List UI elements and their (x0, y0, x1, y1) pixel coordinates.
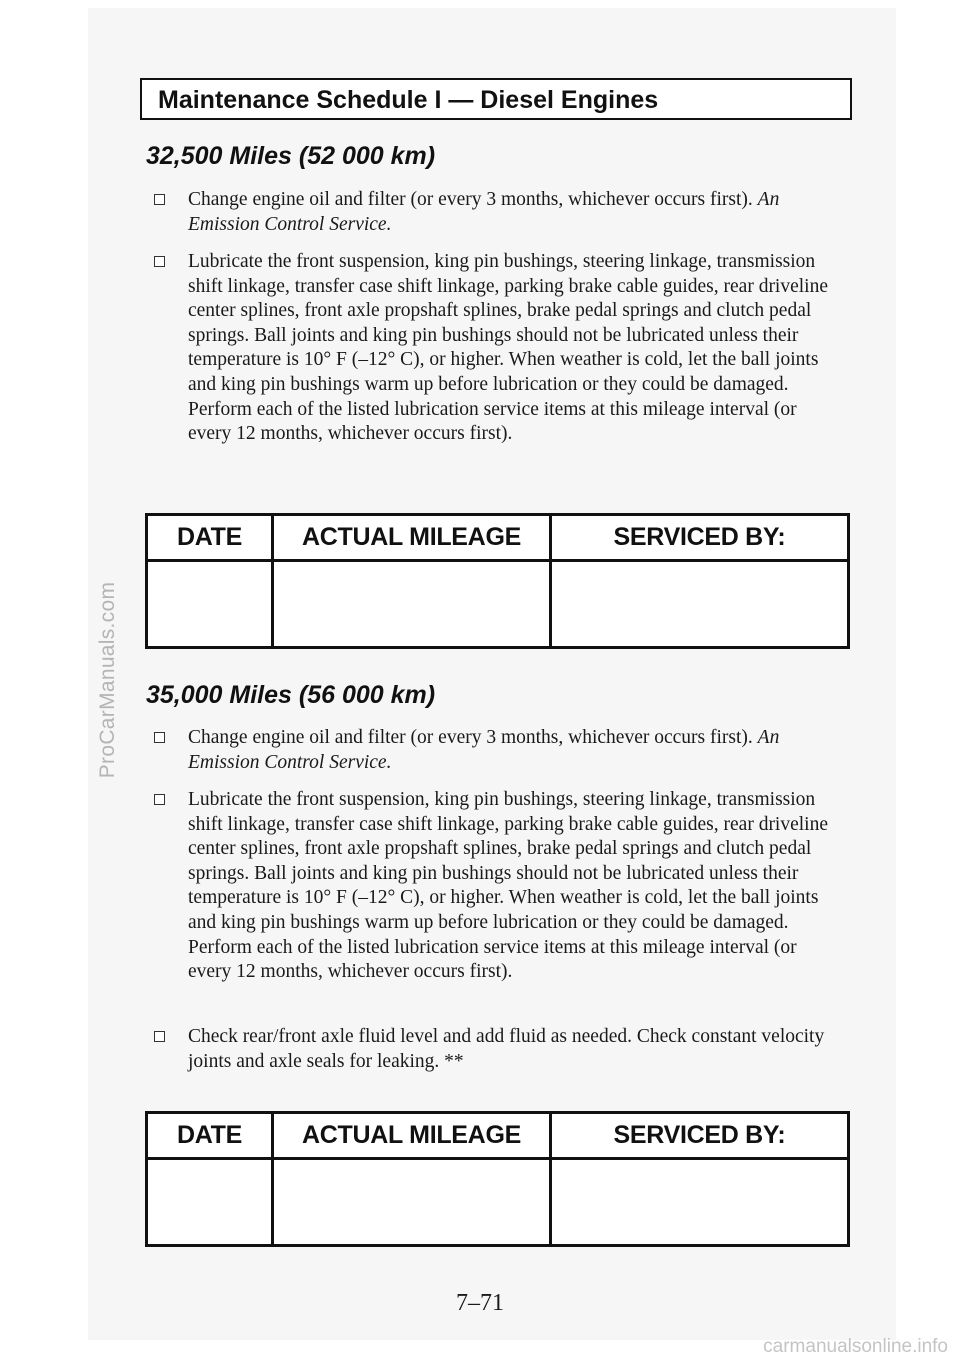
page-number: 7–71 (456, 1290, 504, 1316)
checkbox[interactable] (154, 732, 165, 743)
checklist-item (154, 726, 830, 775)
bottom-watermark: carmanualsonline.info (763, 1336, 948, 1357)
mileage-column-header: ACTUAL MILEAGE (273, 515, 551, 561)
schedule-header (140, 78, 852, 120)
serviced-by-column-header: SERVICED BY: (551, 1113, 849, 1159)
table-row (147, 561, 849, 648)
date-column-header: DATE (147, 1113, 273, 1159)
checkbox[interactable] (154, 1031, 165, 1042)
service-log-table (145, 1111, 850, 1247)
schedule-title: Maintenance Schedule I — Diesel Engines (158, 86, 659, 114)
date-cell[interactable] (147, 1159, 273, 1246)
item-text: Lubricate the front suspension, king pin bushings, steering linkage, transmission shift linkage, transfer case shift linkage, parking brake cable guides, rear driveline center splines, front axle propshaft splines, brake pedal springs and clutch pedal springs. Ball joints and king pin bushings should not be lubricated unless their temperature is 10° F (–12° C), or higher. When weather is cold, let the ball joints and king pin bushings warm up before lubrication or they could be damaged. Perform each of the listed lubrication service items at this mileage interval (or every 12 months, whichever occurs first). (188, 789, 828, 983)
checkbox[interactable] (154, 794, 165, 805)
serviced-by-column-header: SERVICED BY: (551, 515, 849, 561)
item-text: Lubricate the front suspension, king pin bushings, steering linkage, transmission shift linkage, transfer case shift linkage, parking brake cable guides, rear driveline center splines, front axle propshaft splines, brake pedal springs and clutch pedal springs. Ball joints and king pin bushings should not be lubricated unless their temperature is 10° F (–12° C), or higher. When weather is cold, let the ball joints and king pin bushings warm up before lubrication or they could be damaged. Perform each of the listed lubrication service items at this mileage interval (or every 12 months, whichever occurs first). (188, 251, 828, 445)
date-column-header: DATE (147, 515, 273, 561)
checklist-item (154, 788, 830, 985)
date-cell[interactable] (147, 561, 273, 648)
table-header-row (147, 1113, 849, 1159)
table-row (147, 1159, 849, 1246)
table-header-row (147, 515, 849, 561)
checkbox[interactable] (154, 256, 165, 267)
serviced-by-cell[interactable] (551, 1159, 849, 1246)
serviced-by-cell[interactable] (551, 561, 849, 648)
checkbox[interactable] (154, 194, 165, 205)
checklist-item (154, 1025, 830, 1074)
mileage-column-header: ACTUAL MILEAGE (273, 1113, 551, 1159)
item-text: Change engine oil and filter (or every 3 months, whichever occurs first). An Emission Control Service. (188, 189, 780, 235)
item-text: Change engine oil and filter (or every 3 months, whichever occurs first). An Emission Control Service. (188, 727, 780, 773)
checklist-item (154, 188, 830, 237)
checklist-item (154, 250, 830, 447)
item-text: Check rear/front axle fluid level and add fluid as needed. Check constant velocity joints and axle seals for leaking. ** (188, 1026, 825, 1072)
side-watermark: ProCarManuals.com (96, 581, 119, 779)
mileage-cell[interactable] (273, 1159, 551, 1246)
service-log-table (145, 513, 850, 649)
mileage-cell[interactable] (273, 561, 551, 648)
section-heading-35000: 35,000 Miles (56 000 km) (146, 681, 436, 709)
section-heading-32500: 32,500 Miles (52 000 km) (146, 142, 436, 170)
